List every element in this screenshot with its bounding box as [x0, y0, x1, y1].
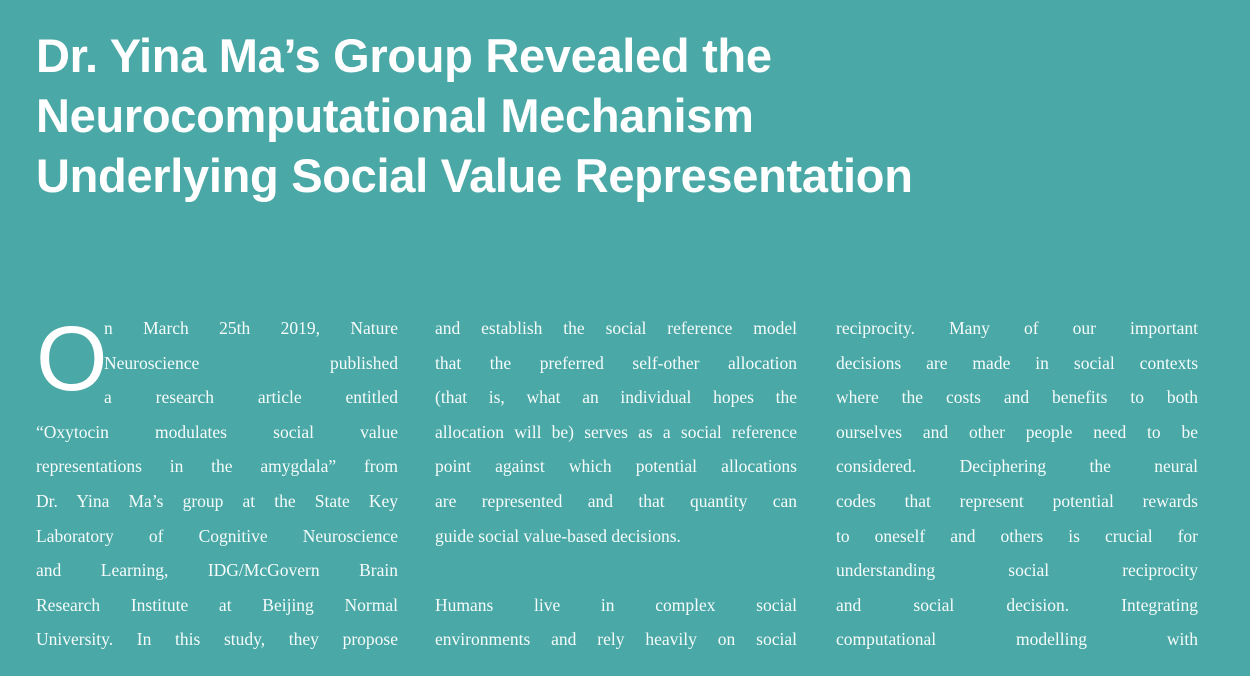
- headline-line: Underlying Social Value Representation: [36, 149, 913, 202]
- article-column-2: [435, 311, 797, 657]
- text-line: and social decision. Integrating: [836, 594, 1198, 615]
- dropcap-paragraph: [36, 308, 398, 415]
- headline-line: Dr. Yina Ma’s Group Revealed the: [36, 29, 772, 82]
- text-line: decisions are made in social contexts: [836, 352, 1198, 373]
- text-line: ourselves and other people need to be: [836, 421, 1198, 442]
- headline-line: Neurocomputational Mechanism: [36, 89, 754, 142]
- article-headline: [36, 26, 1216, 206]
- text-line: codes that represent potential rewards: [836, 490, 1198, 511]
- text-line: that the preferred self-other allocation: [435, 352, 797, 373]
- text-line: representations in the amygdala” from: [36, 456, 398, 477]
- text-line: and Learning, IDG/McGovern Brain: [36, 560, 398, 581]
- text-line: environments and rely heavily on social: [435, 629, 797, 650]
- text-line: Neuroscience published: [104, 352, 398, 373]
- text-line: Research Institute at Beijing Normal: [36, 594, 398, 615]
- text-line: “Oxytocin modulates social value: [36, 421, 398, 442]
- text-line: considered. Deciphering the neural: [836, 456, 1198, 477]
- text-line: University. In this study, they propose: [36, 629, 398, 650]
- text-line: guide social value-based decisions.: [435, 525, 681, 546]
- paragraph-gap: [435, 553, 797, 588]
- text-line: (that is, what an individual hopes the: [435, 387, 797, 408]
- text-line: Dr. Yina Ma’s group at the State Key: [36, 490, 398, 511]
- text-line: and establish the social reference model: [435, 318, 797, 338]
- text-line: Humans live in complex social: [435, 594, 797, 615]
- text-line: to oneself and others is crucial for: [836, 525, 1198, 546]
- text-line: reciprocity. Many of our important: [836, 318, 1198, 338]
- text-line: allocation will be) serves as a social reference: [435, 421, 797, 442]
- article-column-3: [836, 311, 1198, 657]
- text-line: point against which potential allocations: [435, 456, 797, 477]
- text-line: n March 25th 2019, Nature: [104, 318, 398, 338]
- text-line: understanding social reciprocity: [836, 560, 1198, 581]
- text-line: Laboratory of Cognitive Neuroscience: [36, 525, 398, 546]
- text-line: where the costs and benefits to both: [836, 387, 1198, 408]
- drop-cap: O: [36, 308, 108, 410]
- text-line: are represented and that quantity can: [435, 490, 797, 511]
- article-column-1: [36, 308, 398, 657]
- text-line: computational modelling with: [836, 629, 1198, 650]
- text-line: a research article entitled: [104, 387, 398, 408]
